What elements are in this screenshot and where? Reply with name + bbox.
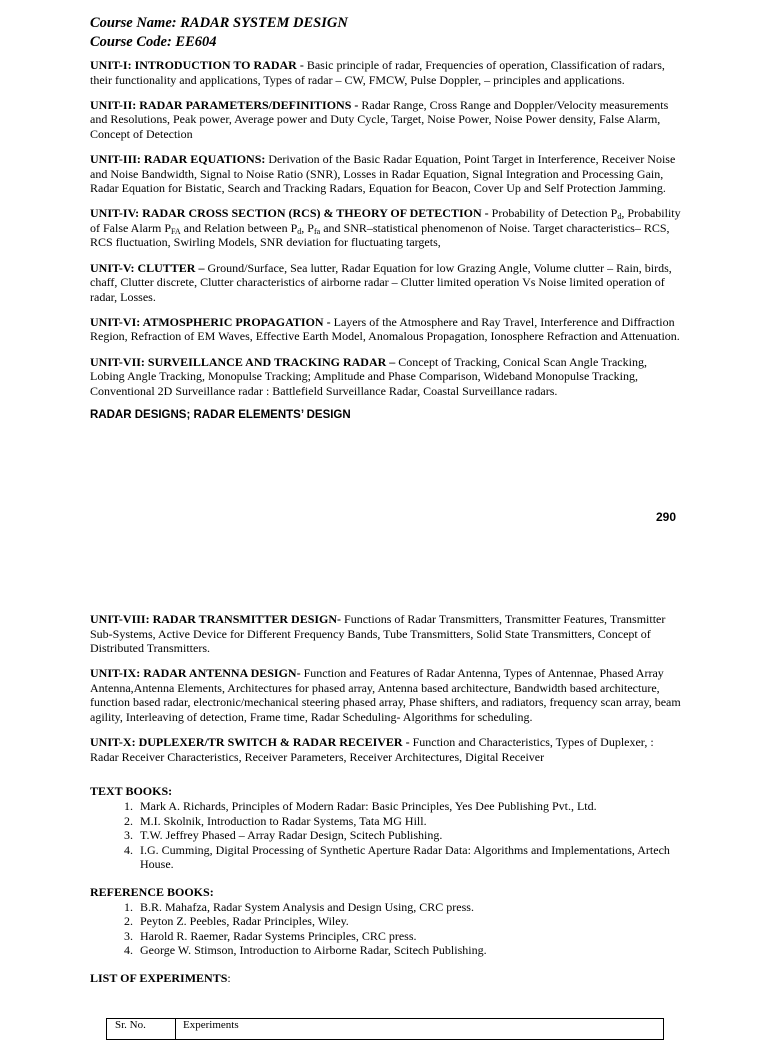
- syllabus-page-top: [90, 14, 682, 421]
- unit-1: UNIT-I: INTRODUCTION TO RADAR - Basic principle of radar, Frequencies of operation, Classification of radars, their functionality and applications, Types of radar – CW, FMCW, Pulse Doppler, – principles and applications.: [90, 58, 665, 87]
- list-item: 4. I.G. Cumming, Digital Processing of Synthetic Aperture Radar Data: Algorithms and Implementations, Artech House.: [136, 843, 682, 872]
- unit-2: UNIT-II: RADAR PARAMETERS/DEFINITIONS - Radar Range, Cross Range and Doppler/Velocity measurements and Resolutions, Peak power, Average power and Duty Cycle, Target, Noise Power, Noise Power density, False Alarm, Concept of Detection: [90, 97, 669, 141]
- list-item: 1. B.R. Mahafza, Radar System Analysis and Design Using, CRC press.: [136, 900, 682, 915]
- syllabus-page-bottom: [90, 612, 682, 985]
- list-item: 4. George W. Stimson, Introduction to Airborne Radar, Scitech Publishing.: [136, 943, 682, 958]
- experiments-title: LIST OF EXPERIMENTS:: [90, 970, 231, 985]
- page-number: 290: [656, 510, 677, 524]
- table-divider: [175, 1019, 176, 1039]
- text-books-title: TEXT BOOKS:: [90, 784, 173, 799]
- unit-7: UNIT-VII: SURVEILLANCE AND TRACKING RADAR – Concept of Tracking, Conical Scan Angle Tracking, Lobing Angle Tracking, Monopulse Tracking; Amplitude and Phase Comparison, Wideband Monopulse Tracking, Conventional 2D Surveillance radar : Battlefield Surveillance Radar, Coastal Surveillance radars.: [90, 354, 647, 398]
- unit-10: UNIT-X: DUPLEXER/TR SWITCH & RADAR RECEIVER - Function and Characteristics, Types of Duplexer, : Radar Receiver Characteristics, Receiver Parameters, Receiver Architectures, Digital Receiver: [90, 735, 654, 764]
- list-item: 1. Mark A. Richards, Principles of Modern Radar: Basic Principles, Yes Dee Publishing Pvt., Ltd.: [136, 799, 682, 814]
- experiments-table: [106, 1018, 664, 1040]
- unit-8: UNIT-VIII: RADAR TRANSMITTER DESIGN- Functions of Radar Transmitters, Transmitter Features, Transmitter Sub-Systems, Active Device for Different Frequency Bands, Tube Transmitters, Solid State Transmitters, Concept of Distributed Transmitters.: [90, 612, 666, 656]
- list-item: 3. Harold R. Raemer, Radar Systems Principles, CRC press.: [136, 929, 682, 944]
- course-name: Course Name: RADAR SYSTEM DESIGN: [90, 15, 348, 31]
- course-code: Course Code: EE604: [90, 34, 217, 50]
- unit-5: UNIT-V: CLUTTER – Ground/Surface, Sea lutter, Radar Equation for low Grazing Angle, Volume clutter – Rain, birds, chaff, Clutter discrete, Clutter characteristics of airborne radar – Clutter limited operation Vs Noise limited operation of radar, Losses.: [90, 260, 672, 304]
- text-books-list: [90, 799, 682, 872]
- reference-books: [90, 885, 682, 958]
- unit-3: UNIT-III: RADAR EQUATIONS: Derivation of the Basic Radar Equation, Point Target in Interference, Receiver Noise and Noise Bandwidth, Signal to Noise Ratio (SNR), Losses in Radar Equation, Signal Integration and Processing Gain, Radar Equation for Bistatic, Search and Tracking Radars, Equation for Beacon, Cover Up and Self Protection Jamming.: [90, 151, 676, 196]
- unit-9: UNIT-IX: RADAR ANTENNA DESIGN- Function and Features of Radar Antenna, Types of Antennae, Phased Array Antenna,Antenna Elements, Architectures for phased array, Antenna based architecture, Bandwidth based architecture, function based radar, electronic/mechanical steering phased array, Phase shifters, and radiators, frequency scan array, beam agility, Interleaving of detection, Frame time, Radar Scheduling- Algorithms for scheduling.: [90, 666, 681, 725]
- text-books: [90, 784, 682, 872]
- list-item: 3. T.W. Jeffrey Phased – Array Radar Design, Scitech Publishing.: [136, 828, 682, 843]
- reference-books-list: [90, 900, 682, 958]
- reference-books-title: REFERENCE BOOKS:: [90, 884, 214, 899]
- section-heading: RADAR DESIGNS; RADAR ELEMENTS’ DESIGN: [90, 408, 351, 421]
- unit-4: UNIT-IV: RADAR CROSS SECTION (RCS) & THEORY OF DETECTION - Probability of Detection $P_d$, Probability of False Alarm $P_{FA}$ and Relation between $P_d$, $P_{fa}$ and SNR–statistical phenomenon of Noise. Target characteristics– RCS, RCS fluctuation, Swirling Models, SNR deviation for fluctuating targets,: [90, 206, 681, 250]
- list-item: 2. Peyton Z. Peebles, Radar Principles, Wiley.: [136, 914, 682, 929]
- unit-6: UNIT-VI: ATMOSPHERIC PROPAGATION - Layers of the Atmosphere and Ray Travel, Interference and Diffraction Region, Refraction of EM Waves, Effective Earth Model, Anomalous Propagation, Ionosphere Refraction and Attenuation.: [90, 314, 680, 344]
- list-item: 2. M.I. Skolnik, Introduction to Radar Systems, Tata MG Hill.: [136, 814, 682, 829]
- table-header-experiments: Experiments: [183, 1019, 239, 1031]
- table-header-sno: Sr. No.: [115, 1019, 146, 1031]
